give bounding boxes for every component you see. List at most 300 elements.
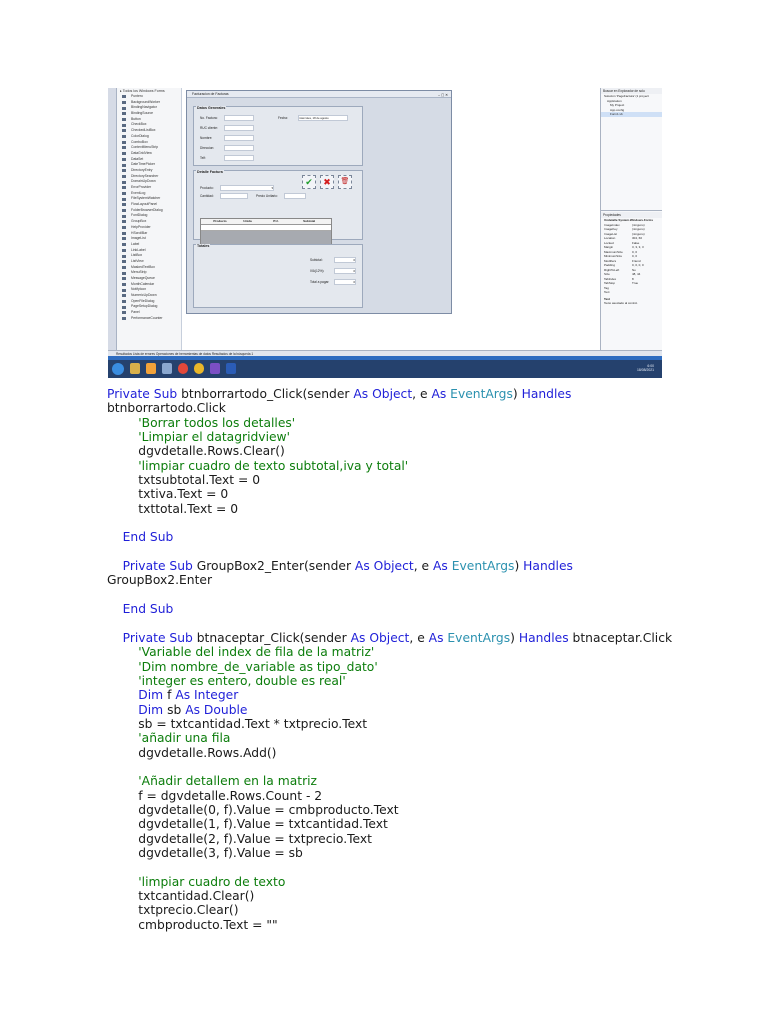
form-titlebar (187, 91, 451, 98)
dgvdetalle-grid[interactable] (200, 218, 332, 246)
toolbox-item-icon (122, 311, 126, 314)
code-text: txtiva.Text = 0 (107, 487, 229, 502)
property-name: Location (604, 236, 616, 240)
toolbox-item-label: ErrorProvider (131, 185, 152, 189)
solution-explorer (601, 88, 662, 211)
code-text: dgvdetalle.Rows.Add() (107, 745, 277, 760)
solution-item[interactable]: My Project (610, 103, 625, 107)
code-keyword: Handles (521, 387, 572, 401)
code-keyword: As Object (353, 387, 413, 401)
label-direccion: Direccion: (200, 146, 215, 150)
chrome-icon[interactable] (194, 363, 204, 374)
code-comment: 'limpiar cuadro de texto (138, 874, 286, 889)
code-line (107, 401, 747, 415)
code-line (107, 516, 747, 530)
label-subtotal: Subtotal: (310, 258, 323, 262)
code-keyword: As (431, 387, 451, 401)
code-line (107, 430, 747, 444)
code-line (107, 459, 747, 473)
property-name: MaximumSize (604, 249, 623, 254)
label-cantidad: Cantidad: (200, 194, 214, 198)
toolbox-item-icon (122, 243, 126, 246)
toolbox-item-label: ListView (131, 258, 144, 263)
toolbox-item-icon (122, 249, 126, 252)
toolbox-item-icon (122, 152, 126, 155)
code-text: , e (412, 387, 432, 401)
label-producto: Producto: (200, 186, 214, 190)
form-designer (182, 88, 600, 350)
code-line (107, 860, 747, 874)
property-value: (ninguno) (632, 227, 645, 231)
windows-taskbar (108, 360, 662, 378)
toolbox-item-label: MaskedTextBox (131, 264, 155, 269)
code-text (107, 430, 138, 444)
code-keyword: Handles (523, 559, 573, 574)
property-name: MinimumSize (604, 254, 623, 258)
grid-col-producto: Producto (213, 219, 227, 223)
code-comment: 'Variable del index de fila de la matriz' (138, 645, 375, 660)
property-name: Margin (604, 245, 614, 249)
property-name: ImageIndex (604, 222, 620, 227)
toolbox-item-icon (122, 294, 126, 297)
code-keyword: As Double (185, 702, 248, 717)
code-comment: 'integer es entero, double es real' (138, 673, 346, 688)
toolbox-item-label: PerformanceCounter (131, 315, 163, 320)
clock-time: 6:00 (647, 364, 654, 368)
toolbox-item-icon (122, 129, 126, 132)
code-keyword: As (428, 630, 448, 645)
code-text: ) (510, 630, 519, 645)
property-name: TabStop (604, 281, 616, 285)
toolbox-item-label: PageSetupDialog (131, 304, 158, 309)
toolbox-item-label: BindingNavigator (131, 105, 157, 110)
property-value: 0, 0 (632, 254, 638, 258)
code-text (107, 703, 138, 717)
txt-nombre[interactable] (224, 135, 254, 141)
clock-date: 18/08/2021 (637, 368, 654, 372)
solution-item[interactable]: App.config (610, 107, 625, 112)
toolbox-item-icon (122, 226, 126, 229)
toolbox-item-icon (122, 175, 126, 178)
date-picker-fecha[interactable]: miércoles, 18 de agosto (298, 115, 348, 121)
folder-icon[interactable] (146, 363, 156, 374)
toolbox-item-icon (122, 215, 126, 218)
txt-subtotal[interactable]: 0 (334, 257, 356, 263)
code-line (107, 602, 747, 616)
code-comment: 'Limpiar el datagridview' (138, 430, 290, 445)
code-listing (107, 387, 747, 932)
explorer-icon[interactable] (130, 363, 140, 374)
property-value: Friend (632, 258, 641, 263)
toolbox-item-label: DataSet (131, 156, 144, 161)
code-line (107, 846, 747, 860)
toolbox-item-label: MessageQueue (131, 276, 155, 280)
solution-item[interactable]: Form1.vb (601, 112, 662, 117)
toolbox-item-label: FontDialog (131, 213, 148, 218)
toolbox-item[interactable] (117, 316, 181, 322)
txt-telf[interactable] (224, 155, 254, 161)
toolbox-item-label: MenuStrip (131, 270, 147, 275)
label-fecha: Fecha: (278, 116, 288, 120)
code-text (107, 530, 123, 544)
code-line (107, 731, 747, 745)
code-line (107, 817, 747, 831)
property-value: (ninguno) (632, 231, 645, 236)
toolbox-item-icon (122, 107, 126, 110)
code-text (107, 416, 138, 430)
code-line (107, 473, 747, 487)
toolbox-item-icon (122, 198, 126, 201)
code-text: txtsubtotal.Text = 0 (107, 473, 261, 488)
code-text (107, 875, 138, 889)
code-text: txtcantidad.Clear() (107, 889, 255, 904)
code-text: ) (514, 559, 524, 574)
toolbox-item-label: FileSystemWatcher (131, 196, 161, 201)
code-keyword: Handles (518, 630, 569, 645)
code-text: btnaceptar.Click (568, 630, 673, 645)
code-text: btnborrartodo.Click (107, 401, 226, 416)
firefox-icon[interactable] (178, 363, 188, 374)
group-title: Totales (197, 244, 210, 248)
label-no-factura: No. Factura: (200, 116, 218, 120)
btnborrar-icon[interactable]: ✖ (320, 175, 334, 189)
property-value: False (632, 240, 640, 245)
toolbox-item-icon (122, 277, 126, 280)
toolbox-item-label: ContextMenuStrip (131, 145, 159, 150)
code-line (107, 387, 747, 401)
code-line (107, 530, 747, 544)
toolbox-header: ▸ Todos los Windows Forms (120, 89, 165, 93)
app-icon[interactable] (162, 363, 172, 374)
label-nombre: Nombre: (200, 136, 213, 140)
code-text (107, 459, 138, 473)
properties-header: Propiedades (601, 212, 662, 218)
solution-item[interactable]: Solución 'PagoFactura' (1 proyect (604, 94, 649, 98)
code-text: dgvdetalle(3, f).Value = sb (107, 846, 303, 860)
code-line (107, 545, 747, 559)
code-line (107, 832, 747, 846)
code-keyword: As (433, 559, 452, 574)
code-line (107, 588, 747, 602)
output-tabs[interactable]: Resultados Lista de errores Operaciones de herramientas de datos Resultados de la búsqueda 1 (108, 350, 662, 357)
code-comment: 'añadir una fila (138, 731, 231, 746)
code-line (107, 703, 747, 717)
code-text: dgvdetalle.Rows.Clear() (107, 444, 285, 459)
form-title: Facturacion de Facturas (192, 92, 229, 96)
label-telf: Telf: (200, 156, 206, 160)
toolbox-item-icon (122, 141, 126, 144)
label-total: Total a pagar: (310, 280, 330, 284)
solution-item[interactable]: Application (607, 98, 622, 103)
group-totales (193, 244, 363, 308)
toolbox-item-icon (122, 169, 126, 172)
property-name: Locked (604, 240, 614, 245)
code-line (107, 502, 747, 516)
code-text: cmbproducto.Text = "" (107, 917, 278, 932)
code-text: GroupBox2_Enter(sender (196, 559, 355, 574)
toolbox-item-icon (122, 255, 126, 258)
code-text (107, 674, 138, 688)
toolbox-item-label: DomainUpDown (131, 179, 156, 184)
txt-precio[interactable] (284, 193, 306, 199)
toolbox-item-icon (122, 158, 126, 161)
toolbox-item-label: FolderBrowserDialog (131, 207, 163, 212)
code-text: f (163, 688, 176, 703)
right-panels (600, 88, 662, 350)
code-line (107, 444, 747, 458)
label-iva: IVA(12%): (310, 269, 325, 273)
toolbox-item-label: DateTimePicker (131, 162, 155, 167)
code-line (107, 559, 747, 573)
code-keyword: Dim (138, 702, 164, 717)
code-keyword: End Sub (122, 602, 174, 617)
toolbox-item-label: DirectoryEntry (131, 167, 153, 172)
toolbox-item-label: Panel (131, 310, 140, 315)
property-name: Padding (604, 263, 616, 267)
taskbar-clock (637, 364, 654, 372)
toolbox-item-label: CheckBox (131, 122, 147, 127)
code-type: EventArgs (451, 559, 515, 574)
grid-col-subtotal: Subtotal (303, 219, 316, 223)
code-line (107, 717, 747, 731)
property-value: 48, 44 (632, 272, 641, 276)
toolbox-item-label: ComboBox (131, 139, 148, 144)
code-text (107, 602, 123, 616)
toolbox-item-icon (122, 135, 126, 138)
toolbox-panel (117, 88, 181, 350)
code-comment: 'limpiar cuadro de texto subtotal,iva y total' (138, 458, 409, 473)
grid-col-pu: P.U. (273, 219, 279, 223)
txt-ruc[interactable] (224, 125, 254, 131)
code-text: sb = txtcantidad.Text * txtprecio.Text (107, 716, 368, 731)
visual-studio-screenshot (108, 88, 662, 378)
code-keyword: As Integer (175, 688, 239, 703)
form-window (186, 90, 452, 314)
txt-iva[interactable]: 0 (334, 268, 356, 274)
toolbox-item-label: EventLog (131, 190, 146, 195)
code-text (107, 731, 138, 745)
toolbox-item-label: CheckedListBox (131, 128, 156, 133)
toolbox-item-label: HelpProvider (131, 224, 151, 229)
code-text (107, 631, 123, 645)
code-line (107, 774, 747, 788)
txt-no-factura[interactable] (224, 115, 254, 121)
toolbox-item-label: Label (131, 241, 140, 246)
toolbox-item-label: BindingSource (131, 111, 154, 116)
toolbox-item-icon (122, 209, 126, 212)
code-text: txtprecio.Clear() (107, 903, 239, 918)
code-text: , e (409, 630, 429, 645)
code-type: EventArgs (447, 630, 511, 645)
code-text: dgvdetalle(0, f).Value = cmbproducto.Text (107, 802, 399, 817)
start-button-icon[interactable] (112, 363, 124, 375)
toolbox-item-icon (122, 272, 126, 275)
code-type: EventArgs (450, 387, 513, 401)
toolbox-item-icon (122, 283, 126, 286)
toolbox-item-label: DirectorySearcher (131, 173, 159, 178)
toolbox-item-label: Puntero (131, 94, 143, 98)
property-value: 3, 3, 3, 3 (632, 245, 644, 249)
code-keyword: As Object (350, 630, 410, 645)
group-detalle-factura (193, 170, 363, 240)
toolbox-item-label: HScrollBar (131, 230, 148, 235)
property-value: (ninguno) (632, 222, 645, 227)
code-comment: 'Dim nombre_de_variable as tipo_dato' (138, 659, 378, 674)
code-line (107, 760, 747, 774)
txt-cantidad[interactable] (220, 193, 248, 199)
code-text: btnborrartodo_Click(sender (181, 387, 354, 401)
toolbox-item-icon (122, 124, 126, 127)
property-name: ImageList (604, 231, 618, 236)
group-title: Datos Generales (197, 106, 226, 110)
toolbox-item-icon (122, 118, 126, 121)
toolbox-item-label: GroupBox (131, 219, 147, 224)
code-text (107, 774, 138, 788)
toolbox-item-label: NumericUpDown (131, 293, 157, 298)
toolbox-item-icon (122, 101, 126, 104)
code-line (107, 617, 747, 631)
code-comment: 'Añadir detallem en la matriz (138, 774, 317, 789)
toolbox-item-icon (122, 317, 126, 320)
word-icon[interactable] (226, 363, 236, 374)
code-keyword: Private Sub (107, 387, 182, 401)
properties-desc: Texto asociado al control. (604, 301, 638, 305)
property-name: RightToLeft (604, 267, 620, 272)
property-name: TabIndex (604, 276, 617, 281)
code-text (107, 660, 138, 674)
property-name: Tag (604, 285, 609, 290)
toolbox-item-icon (122, 232, 126, 235)
code-comment: 'Borrar todos los detalles' (138, 415, 296, 430)
code-line (107, 688, 747, 702)
code-line (107, 487, 747, 501)
code-line (107, 573, 747, 587)
solution-search[interactable]: Buscar en Explorador de solu (601, 88, 662, 94)
toolbox-item-icon (122, 112, 126, 115)
properties-grid (601, 223, 662, 295)
properties-object[interactable]: Undetalle System.Windows.Forms (604, 218, 653, 222)
property-value: 0, 0 (632, 249, 638, 254)
grid-row-header (201, 219, 211, 224)
code-line (107, 660, 747, 674)
code-text: ) (512, 387, 522, 401)
property-name: Modifiers (604, 258, 617, 263)
toolbox-side-tab (108, 88, 117, 358)
txt-total[interactable]: 0 (334, 279, 356, 285)
code-text (107, 559, 123, 573)
property-value: 0, 0, 0, 0 (632, 263, 644, 267)
code-keyword: Private Sub (122, 630, 197, 645)
combo-producto[interactable]: ▾ (220, 185, 274, 191)
properties-panel (601, 212, 662, 306)
toolbox-item-label: LinkLabel (131, 247, 146, 252)
toolbox-item-icon (122, 306, 126, 309)
code-line (107, 803, 747, 817)
code-line (107, 918, 747, 932)
code-text: f = dgvdetalle.Rows.Count - 2 (107, 788, 323, 803)
code-text: dgvdetalle(2, f).Value = txtprecio.Text (107, 831, 372, 846)
toolbox-item-label: OpenFileDialog (131, 298, 155, 303)
code-text: GroupBox2.Enter (107, 573, 213, 588)
system-tray[interactable] (594, 366, 634, 370)
code-text: btnaceptar_Click(sender (196, 630, 351, 645)
toolbox-item-icon (122, 237, 126, 240)
window-controls-icon: – ▢ ✕ (438, 93, 448, 97)
code-line (107, 416, 747, 430)
toolbox-list (117, 94, 181, 322)
code-keyword: Private Sub (122, 559, 197, 574)
property-name: Text (604, 290, 610, 294)
toolbox-item-icon (122, 266, 126, 269)
toolbox-item-icon (122, 220, 126, 223)
properties-desc-title: Text (604, 296, 610, 301)
toolbox-item-label: BackgroundWorker (131, 99, 160, 104)
property-name: Size (604, 272, 610, 276)
code-line (107, 903, 747, 917)
group-title: Detalle Factura (197, 170, 223, 174)
toolbox-item-label: FlowLayoutPanel (131, 202, 158, 207)
group-datos-generales (193, 106, 363, 166)
code-text: , e (413, 559, 433, 574)
btnborrartodo-icon[interactable]: 🗑 (338, 175, 352, 189)
toolbox-item-label: Button (131, 116, 141, 121)
toolbox-item-label: ImageList (131, 236, 146, 241)
toolbox-item-label: MonthCalendar (131, 281, 155, 286)
toolbox-item-icon (122, 260, 126, 263)
code-line (107, 875, 747, 889)
code-text (107, 645, 138, 659)
btnaceptar-icon[interactable]: ✔ (302, 175, 316, 189)
code-line (107, 631, 747, 645)
toolbox-item-icon (122, 186, 126, 189)
txt-direccion[interactable] (224, 145, 254, 151)
code-keyword: End Sub (122, 530, 174, 545)
toolbox-item-label: ColorDialog (131, 133, 149, 138)
code-text: dgvdetalle(1, f).Value = txtcantidad.Text (107, 817, 388, 832)
property-name: ImageKey (604, 227, 618, 231)
toolbox-item-label: DataGridView (131, 150, 152, 155)
code-text: txttotal.Text = 0 (107, 501, 239, 516)
label-precio: Precio Unitario: (256, 194, 278, 198)
toolbox-item-icon (122, 181, 126, 184)
code-line (107, 746, 747, 760)
property-row[interactable] (601, 290, 662, 295)
code-keyword: Dim (138, 688, 164, 703)
property-value: 8 (632, 276, 634, 281)
toolbox-item-icon (122, 289, 126, 292)
code-text: sb (163, 702, 186, 717)
grid-new-row[interactable] (201, 225, 331, 231)
property-value: True (632, 281, 639, 285)
label-ruc: RUC cliente: (200, 126, 218, 130)
code-keyword: As Object (354, 559, 414, 574)
toolbox-item-icon (122, 146, 126, 149)
code-line (107, 889, 747, 903)
code-line (107, 645, 747, 659)
toolbox-item-icon (122, 95, 126, 98)
code-line (107, 674, 747, 688)
toolbox-item-icon (122, 203, 126, 206)
grid-col-unida: Unida (243, 219, 252, 223)
toolbox-item-icon (122, 300, 126, 303)
toolbox-item-label: NotifyIcon (131, 287, 147, 292)
property-value: No (632, 267, 636, 272)
toolbox-item-icon (122, 192, 126, 195)
visual-studio-icon[interactable] (210, 363, 220, 374)
code-text (107, 688, 138, 702)
toolbox-item-icon (122, 164, 126, 167)
code-line (107, 789, 747, 803)
